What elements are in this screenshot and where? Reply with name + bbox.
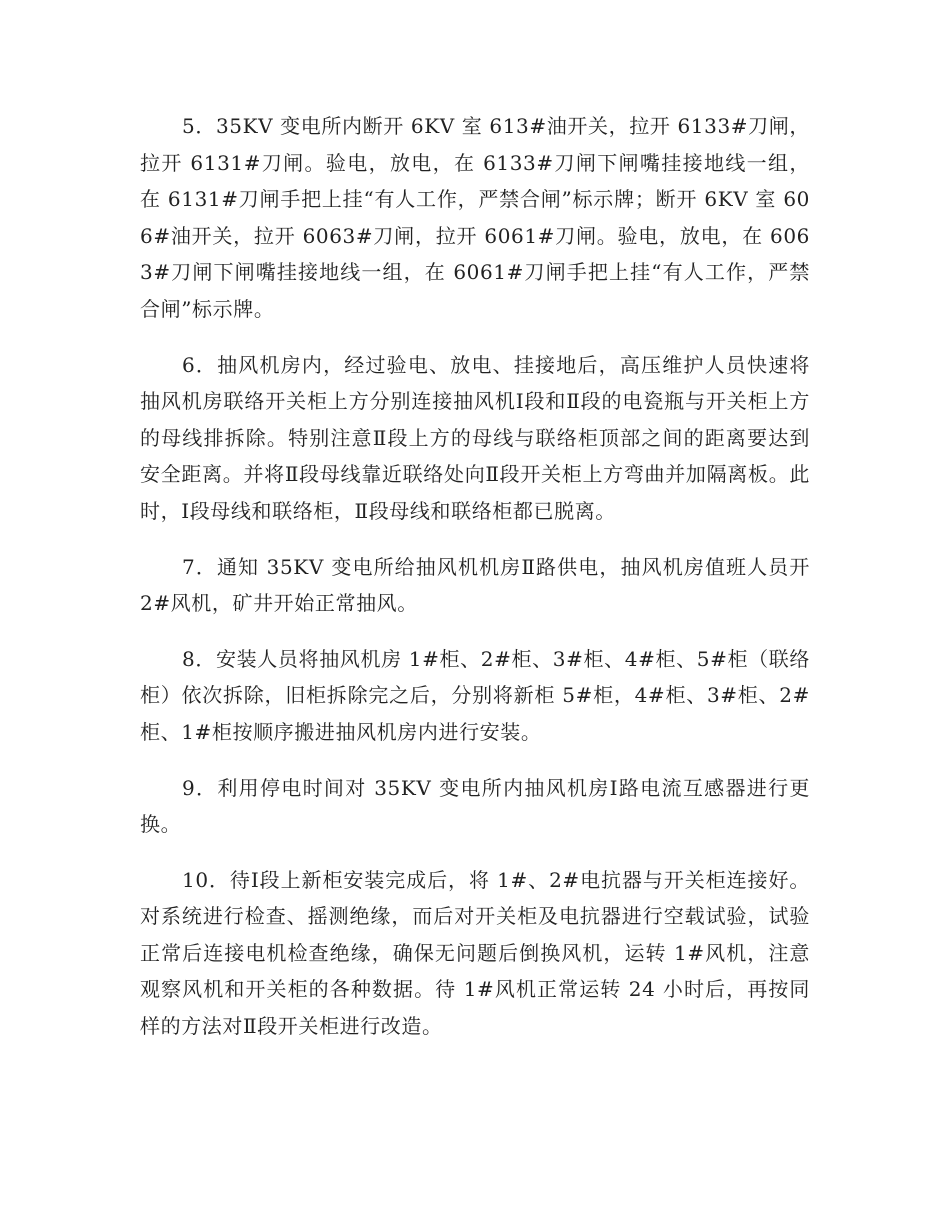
paragraph-step-5: 5．35KV 变电所内断开 6KV 室 613#油开关，拉开 6133#刀闸，拉开 6131#刀闸。验电，放电，在 6133#刀闸下闸嘴挂接地线一组，在 6131#刀闸手把上挂“有人工作，严禁合闸”标示牌；断开 6KV 室 606#油开关，拉开 6063#刀闸，拉开 6061#刀闸。验电，放电，在 6063#刀闸下闸嘴挂接地线一组，在 6061#刀闸手把上挂“有人工作，严禁合闸”标示牌。 (140, 114, 810, 321)
paragraph-step-10: 10．待Ⅰ段上新柜安装完成后，将 1#、2#电抗器与开关柜连接好。对系统进行检查、摇测绝缘，而后对开关柜及电抗器进行空载试验，试验正常后连接电机检查绝缘，确保无问题后倒换风机，运转 1#风机，注意观察风机和开关柜的各种数据。待 1#风机正常运转 24 小时后，再按同样的方法对Ⅱ段开关柜进行改造。 (140, 867, 810, 1039)
paragraph-step-7: 7．通知 35KV 变电所给抽风机机房Ⅱ路供电，抽风机房值班人员开 2#风机，矿井开始正常抽风。 (140, 554, 810, 616)
paragraph-step-6: 6．抽风机房内，经过验电、放电、挂接地后，高压维护人员快速将抽风机房联络开关柜上方分别连接抽风机Ⅰ段和Ⅱ段的电瓷瓶与开关柜上方的母线排拆除。特别注意Ⅱ段上方的母线与联络柜顶部之间的距离要达到安全距离。并将Ⅱ段母线靠近联络处向Ⅱ段开关柜上方弯曲并加隔离板。此时，Ⅰ段母线和联络柜，Ⅱ段母线和联络柜都已脱离。 (140, 352, 810, 523)
paragraph-step-8: 8．安装人员将抽风机房 1#柜、2#柜、3#柜、4#柜、5#柜（联络柜）依次拆除，旧柜拆除完之后，分别将新柜 5#柜，4#柜、3#柜、2#柜、1#柜按顺序搬进抽风机房内进行安装。 (140, 646, 810, 744)
paragraph-step-9: 9．利用停电时间对 35KV 变电所内抽风机房Ⅰ路电流互感器进行更换。 (140, 775, 810, 837)
document-body (140, 108, 810, 1064)
